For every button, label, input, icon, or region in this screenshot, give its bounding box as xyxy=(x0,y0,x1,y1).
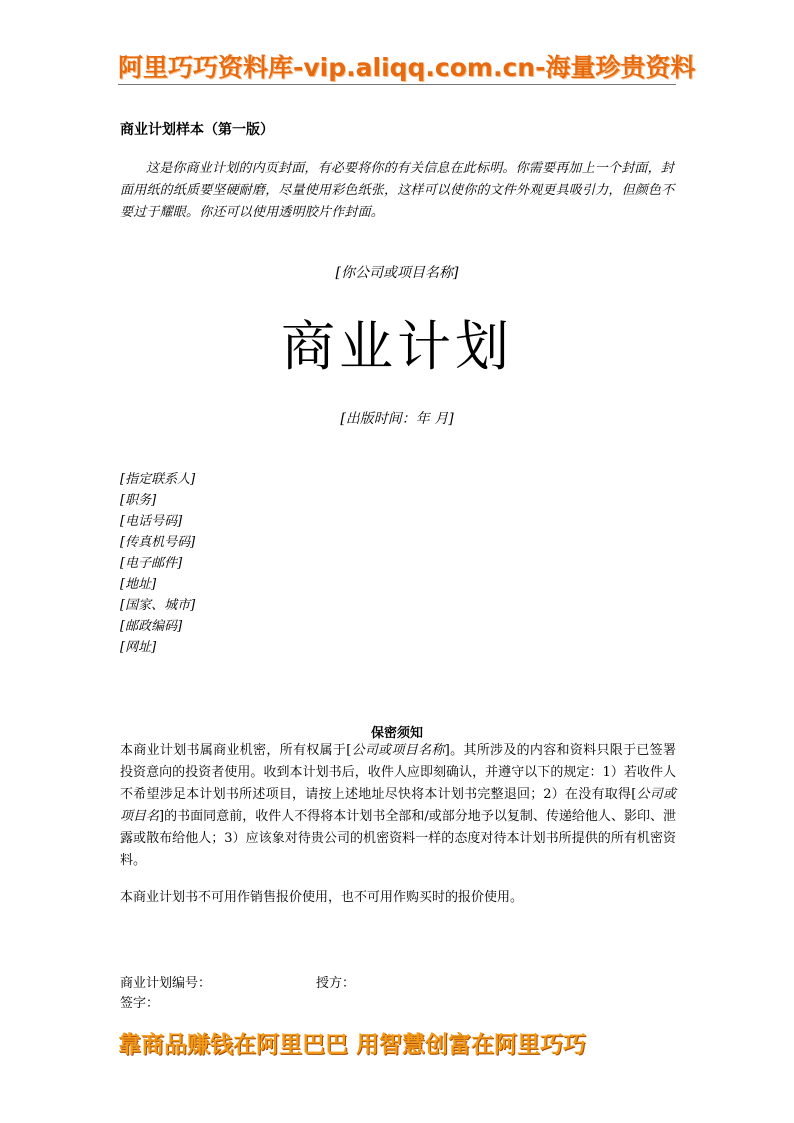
pricing-note: 本商业计划书不可用作销售报价使用，也不可用作购买时的报价使用。 xyxy=(120,890,524,905)
confidentiality-body xyxy=(120,740,676,872)
sign-label: 签字： xyxy=(120,996,160,1011)
company-reference-1: 公司或项目名称 xyxy=(351,743,445,758)
contact-country-city: [国家、城市] xyxy=(120,598,196,613)
contact-phone: [电话号码] xyxy=(120,514,183,529)
footer-banner: 靠商品赚钱在阿里巴巴 用智慧创富在阿里巧巧 xyxy=(118,1032,587,1058)
confidentiality-text-1: 本商业计划书属商业机密，所有权属于[ xyxy=(120,743,352,758)
header-banner: 阿里巧巧资料库-vip.aliqq.com.cn-海量珍贵资料 xyxy=(118,53,696,82)
company-reference-2: 公司或项目名 xyxy=(120,787,676,824)
authorized-label: 授方： xyxy=(316,976,356,991)
main-title: 商业计划 xyxy=(281,315,513,378)
contact-person: [指定联系人] xyxy=(120,472,196,487)
confidentiality-heading: 保密须知 xyxy=(370,726,423,741)
publication-date: [出版时间：年 月] xyxy=(340,411,454,427)
contact-list xyxy=(120,469,195,658)
intro-paragraph: 这是你商业计划的内页封面，有必要将你的有关信息在此标明。你需要再加上一个封面，封面用纸的纸质要坚硬耐磨，尽量使用彩色纸张，这样可以使你的文件外观更具吸引力，但颜色不要过于耀眼。你还可以使用透明胶片作封面。 xyxy=(120,161,675,220)
plan-number-label: 商业计划编号： xyxy=(120,976,212,991)
header-divider xyxy=(118,84,676,85)
contact-position: [职务] xyxy=(120,493,157,508)
signature-row xyxy=(120,972,356,991)
contact-fax: [传真机号码] xyxy=(120,535,196,550)
confidentiality-text-3: ]的书面同意前，收件人不得将本计划书全部和/或部分地予以复制、传递给他人、影印、泄露或散布给他人；3）应该象对待贵公司的机密资料一样的态度对待本计划书所提供的所有机密资料。 xyxy=(120,809,676,868)
contact-address: [地址] xyxy=(120,577,157,592)
contact-postcode: [邮政编码] xyxy=(120,619,183,634)
document-title: 商业计划样本（第一版） xyxy=(120,122,274,138)
contact-email: [电子邮件] xyxy=(120,556,183,571)
confidentiality-text-2: ]。其所涉及的内容和资料只限于已签署投资意向的投资者使用。收到本计划书后，收件人应即刻确认，并遵守以下的规定：1）若收件人不希望涉足本计划书所述项目，请按上述地址尽快将本计划书完整退回；2）在没有取得[ xyxy=(120,743,676,802)
company-name-placeholder: [你公司或项目名称] xyxy=(335,265,459,281)
contact-website: [网址] xyxy=(120,640,157,655)
